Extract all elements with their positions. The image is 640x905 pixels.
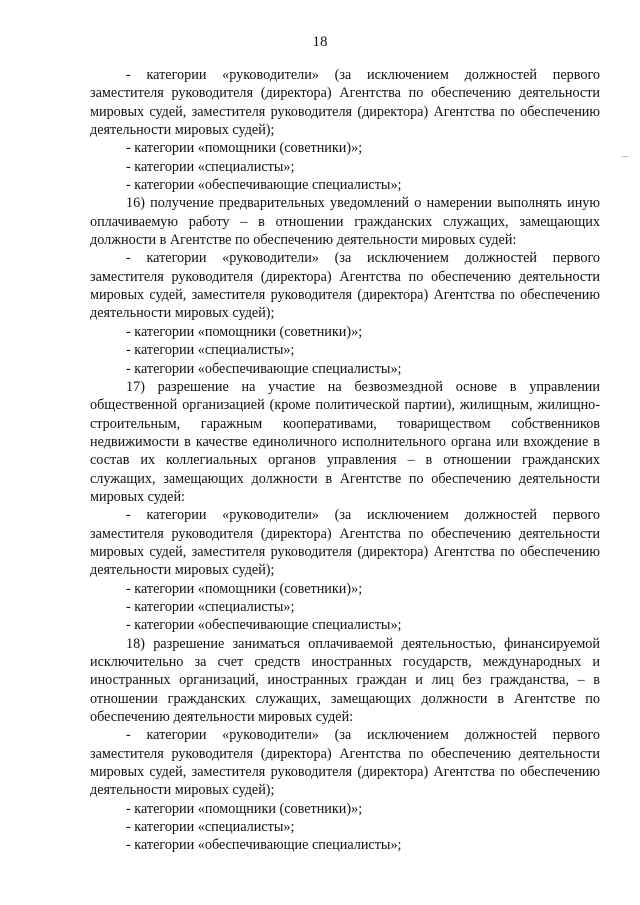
document-body [90, 66, 600, 855]
list-item-category-assistants: - категории «помощники (советники)»; [126, 580, 363, 597]
list-item-category-support-specialists: - категории «обеспечивающие специалисты»; [126, 360, 402, 377]
list-item-category-specialists: - категории «специалисты»; [126, 819, 295, 836]
clause-16: 16) получение предварительных уведомлений о намерении выполнять иную оплачиваемую работу – в отношении гражданских служащих, замещающих должности в Агентстве по обеспечению деятельности мировых судей: [90, 195, 600, 249]
list-item-category-specialists: - категории «специалисты»; [126, 158, 295, 175]
list-item-category-specialists: - категории «специалисты»; [126, 598, 295, 615]
list-item-category-assistants: - категории «помощники (советники)»; [126, 140, 363, 157]
list-item-category-assistants: - категории «помощники (советники)»; [126, 800, 363, 817]
list-item-category-heads: - категории «руководители» (за исключением должностей первого заместителя руководителя (директора) Агентства по обеспечению деятельности мировых судей, заместителя руководителя (директора) Агентства по обеспечению деятельности мировых судей); [90, 250, 600, 322]
list-item-category-support-specialists: - категории «обеспечивающие специалисты»; [126, 837, 402, 854]
page-number: 18 [312, 34, 328, 50]
list-item-category-heads: - категории «руководители» (за исключением должностей первого заместителя руководителя (директора) Агентства по обеспечению деятельности мировых судей, заместителя руководителя (директора) Агентства по обеспечению деятельности мировых судей); [90, 727, 600, 799]
list-item-category-support-specialists: - категории «обеспечивающие специалисты»; [126, 177, 402, 194]
list-item-category-heads: - категории «руководители» (за исключением должностей первого заместителя руководителя (директора) Агентства по обеспечению деятельности мировых судей, заместителя руководителя (директора) Агентства по обеспечению деятельности мировых судей); [90, 507, 600, 579]
list-item-category-assistants: - категории «помощники (советники)»; [126, 323, 363, 340]
list-item-category-specialists: - категории «специалисты»; [126, 342, 295, 359]
clause-18: 18) разрешение заниматься оплачиваемой деятельностью, финансируемой исключительно за счет средств иностранных государств, международных и иностранных организаций, иностранных граждан и лиц без гражданства, – в отношении гражданских служащих, замещающих должности в Агентстве по обеспечению деятельности мировых судей: [90, 635, 600, 726]
list-item-category-support-specialists: - категории «обеспечивающие специалисты»; [126, 617, 402, 634]
margin-mark [622, 156, 628, 157]
clause-17: 17) разрешение на участие на безвозмездной основе в управлении общественной организацией (кроме политической партии), жилищным, жилищно-строительным, гаражным кооперативами, товариществом собственников недвижимости в качестве единоличного исполнительного органа или вхождение в состав их коллегиальных органов управления – в отношении гражданских служащих, замещающих должности в Агентстве по обеспечению деятельности мировых судей: [90, 378, 600, 505]
list-item-category-heads: - категории «руководители» (за исключением должностей первого заместителя руководителя (директора) Агентства по обеспечению деятельности мировых судей, заместителя руководителя (директора) Агентства по обеспечению деятельности мировых судей); [90, 67, 600, 139]
